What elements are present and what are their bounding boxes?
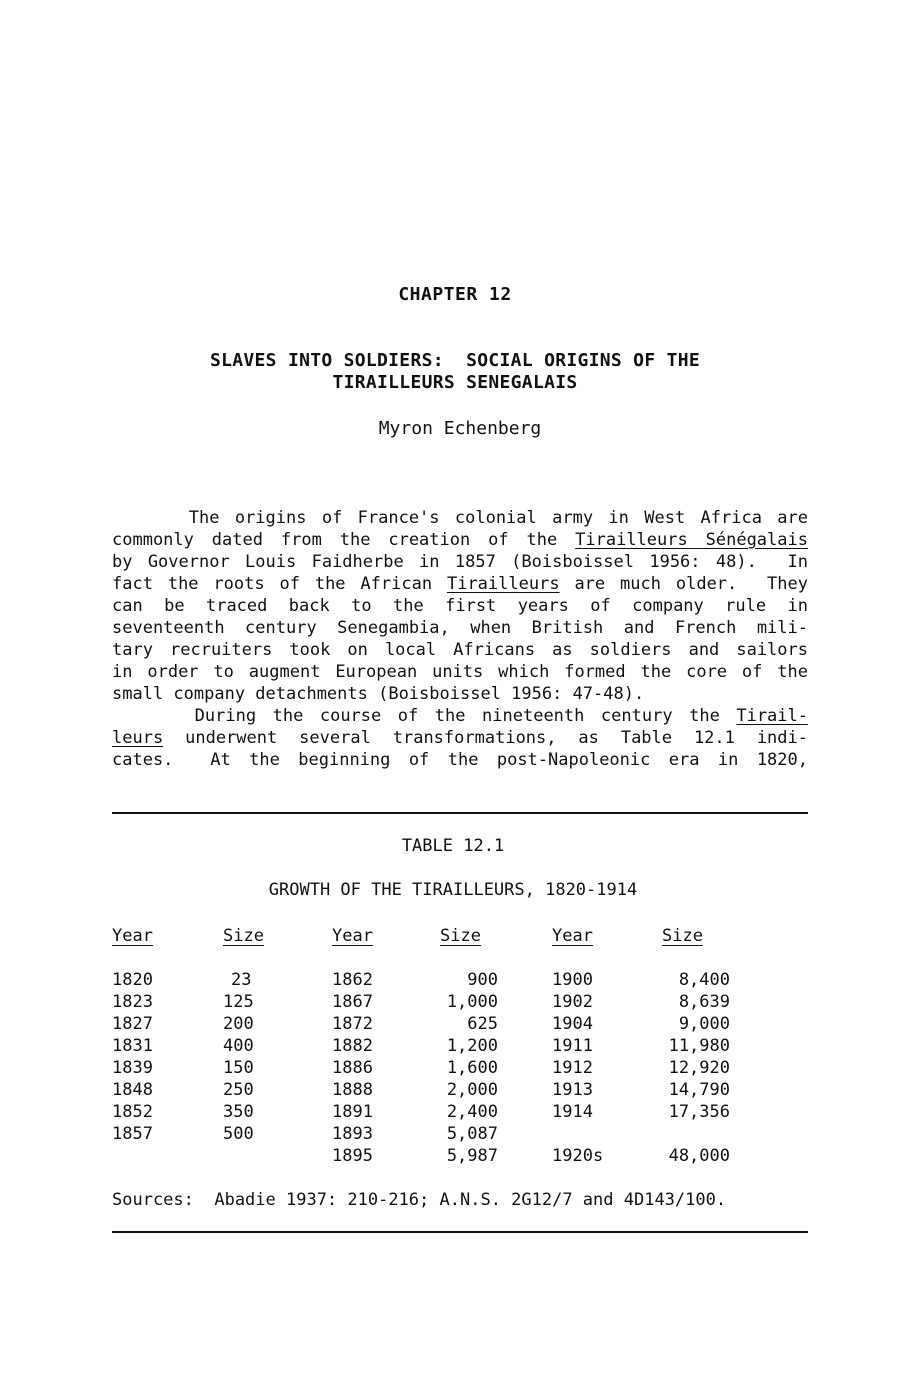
table-cell: 23 (231, 970, 252, 990)
table-cell: 17,356 (668, 1102, 730, 1122)
chapter-title-line-1: SLAVES INTO SOLDIERS: SOCIAL ORIGINS OF THE (209, 350, 701, 371)
table-cell: 1902 (552, 992, 593, 1012)
emphasis-tirailleurs-hyphen: Tirail- (736, 706, 808, 726)
table-cell: 1823 (112, 992, 153, 1012)
table-cell (223, 1145, 283, 1167)
text-line: can be traced back to the first years of company rule in (112, 596, 808, 616)
table-cell: 350 (223, 1102, 254, 1122)
table-cell: 1872 (332, 1014, 373, 1034)
body-text (112, 507, 808, 771)
table-cell: 14,790 (668, 1080, 730, 1100)
chapter-label: CHAPTER 12 (398, 284, 512, 305)
col-header: Size (662, 926, 703, 946)
table-cell: 2,400 (446, 1102, 498, 1122)
text-span: fact the roots of the African (112, 574, 447, 594)
table-cell: 900 (467, 970, 498, 990)
table-cell: 625 (467, 1014, 498, 1034)
table-col-size-2 (420, 925, 498, 1167)
text-line: The origins of France's colonial army in West Africa are (112, 508, 808, 528)
text-line (112, 573, 808, 595)
chapter-title-line-2: TIRAILLEURS SENEGALAIS (332, 372, 578, 393)
text-span: commonly dated from the creation of the (112, 530, 576, 550)
table-cell (648, 1123, 730, 1145)
text-line (112, 727, 808, 749)
table-cell: 1912 (552, 1058, 593, 1078)
table-cell: 1820 (112, 970, 153, 990)
table-cell: 1911 (552, 1036, 593, 1056)
table-col-year-1 (112, 925, 172, 1167)
text-line: in order to augment European units which formed the core of the (112, 662, 808, 682)
table-cell: 1914 (552, 1102, 593, 1122)
text-span: are much older. They (559, 574, 808, 594)
table-cell: 8,400 (678, 970, 730, 990)
table-cell: 125 (223, 992, 254, 1012)
emphasis-leurs: leurs (112, 728, 164, 748)
table-cell: 1893 (332, 1124, 373, 1144)
table-col-size-3 (648, 925, 730, 1167)
table-bottom-rule (112, 1231, 808, 1233)
table-cell: 5,987 (446, 1146, 498, 1166)
table-label: TABLE 12.1 (401, 836, 505, 856)
table-cell: 250 (223, 1080, 254, 1100)
table-cell: 1848 (112, 1080, 153, 1100)
col-header: Year (552, 926, 593, 946)
table-cell: 200 (223, 1014, 254, 1034)
text-line (112, 705, 808, 727)
table-cell: 1913 (552, 1080, 593, 1100)
col-header: Year (332, 926, 373, 946)
table-cell: 1831 (112, 1036, 153, 1056)
table-cell: 1886 (332, 1058, 373, 1078)
table-cell: 1,000 (446, 992, 498, 1012)
table-cell: 48,000 (668, 1146, 730, 1166)
table-cell: 1867 (332, 992, 373, 1012)
table-cell: 1900 (552, 970, 593, 990)
table-cell: 1882 (332, 1036, 373, 1056)
table-cell: 1891 (332, 1102, 373, 1122)
text-span: During the course of the nineteenth century the (112, 706, 737, 726)
table-top-rule (112, 812, 808, 814)
author-name: Myron Echenberg (378, 418, 542, 439)
text-line (112, 529, 808, 551)
table-cell (552, 1123, 622, 1145)
text-span: underwent several transformations, as Table 12.1 indi- (163, 728, 808, 748)
table-cell (112, 1145, 172, 1167)
table-cell: 1852 (112, 1102, 153, 1122)
col-header: Year (112, 926, 153, 946)
col-header: Size (440, 926, 481, 946)
emphasis-tirailleurs-senegalais: Tirailleurs Sénégalais (575, 530, 808, 550)
table-cell: 8,639 (678, 992, 730, 1012)
table-cell: 9,000 (678, 1014, 730, 1034)
text-line: tary recruiters took on local Africans as soldiers and sailors (112, 640, 808, 660)
col-header: Size (223, 926, 264, 946)
table-cell: 1888 (332, 1080, 373, 1100)
table-cell: 1920s (552, 1146, 604, 1166)
table-cell: 1857 (112, 1124, 153, 1144)
table-title: GROWTH OF THE TIRAILLEURS, 1820-1914 (268, 880, 638, 900)
table-cell: 12,920 (668, 1058, 730, 1078)
table-cell: 1827 (112, 1014, 153, 1034)
table-cell: 150 (223, 1058, 254, 1078)
table-col-year-2 (332, 925, 392, 1167)
table-cell: 2,000 (446, 1080, 498, 1100)
table-cell: 1839 (112, 1058, 153, 1078)
text-line: seventeenth century Senegambia, when British and French mili- (112, 618, 808, 638)
table-cell: 5,087 (446, 1124, 498, 1144)
table-cell: 400 (223, 1036, 254, 1056)
table-cell: 11,980 (668, 1036, 730, 1056)
chapter-title (0, 350, 910, 394)
table-cell: 1862 (332, 970, 373, 990)
text-line: by Governor Louis Faidherbe in 1857 (Boisboissel 1956: 48). In (112, 552, 808, 572)
table-col-size-1 (223, 925, 283, 1167)
text-line: small company detachments (Boisboissel 1956: 47-48). (112, 684, 645, 704)
table-col-year-3 (552, 925, 622, 1167)
text-line: cates. At the beginning of the post-Napoleonic era in 1820, (112, 750, 808, 770)
table-cell: 1,600 (446, 1058, 498, 1078)
table-cell: 1895 (332, 1146, 373, 1166)
emphasis-tirailleurs: Tirailleurs (446, 574, 560, 594)
table-cell: 1904 (552, 1014, 593, 1034)
table-sources: Sources: Abadie 1937: 210-216; A.N.S. 2G12/7 and 4D143/100. (112, 1190, 727, 1210)
table-cell: 500 (223, 1124, 254, 1144)
table-cell: 1,200 (446, 1036, 498, 1056)
